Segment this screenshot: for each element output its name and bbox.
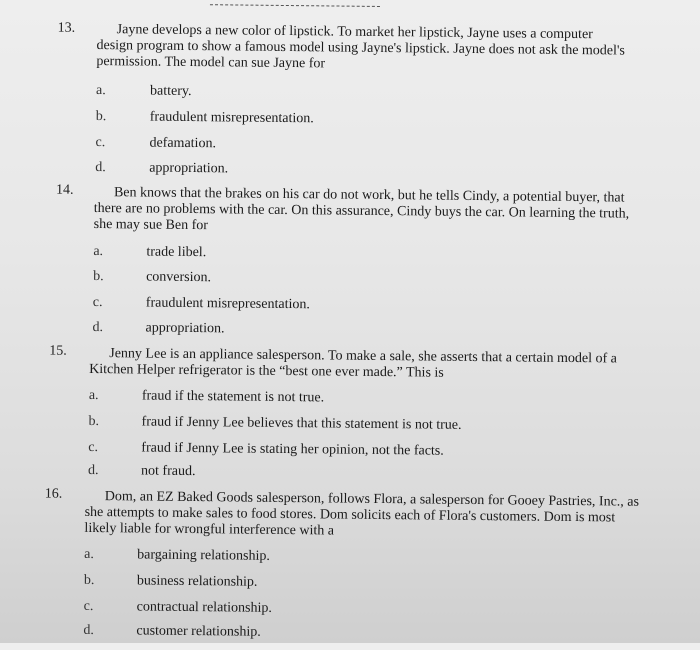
- option-text: customer relationship.: [136, 623, 261, 640]
- option-text: battery.: [149, 83, 192, 100]
- option-letter: c.: [88, 439, 99, 456]
- question-number: 13.: [57, 20, 76, 36]
- option-text: contractual relationship.: [136, 599, 273, 616]
- option-letter: a.: [93, 243, 104, 260]
- option-text: conversion.: [146, 269, 212, 286]
- option-letter: a.: [95, 83, 106, 99]
- option-letter: c.: [92, 294, 103, 311]
- option-letter: b.: [93, 268, 104, 285]
- option-text: not fraud.: [140, 463, 196, 480]
- question-number: 15.: [49, 343, 67, 359]
- option-letter: d.: [95, 160, 106, 176]
- option-text: fraudulent misrepresentation.: [149, 109, 314, 127]
- option-letter: c.: [83, 598, 94, 615]
- option-text: fraudulent misrepresentation.: [145, 295, 310, 313]
- option-letter: b.: [83, 572, 95, 589]
- option-letter: b.: [88, 413, 100, 430]
- option-text: appropriation.: [149, 160, 229, 177]
- question-stem: Dom, an EZ Baked Goods salesperson, follows Flora, a salesperson for Gooey Pastries, Inc., as she attempts to make sales to food stores. Dom solicits each of Flora's customers. Dom is most likely liable for wrongful interference with a: [84, 489, 640, 539]
- option-text: fraud if the statement is not true.: [141, 388, 325, 406]
- option-text: defamation.: [149, 135, 217, 152]
- option-letter: d.: [87, 462, 99, 479]
- question-stem: Jenny Lee is an appliance salesperson. To make a sale, she asserts that a certain model of a Kitchen Helper refrigerator is the “best one ever made.” This is: [89, 346, 617, 381]
- option-letter: a.: [88, 387, 99, 404]
- option-letter: a.: [84, 546, 94, 563]
- option-letter: b.: [95, 109, 107, 125]
- option-text: appropriation.: [145, 320, 225, 337]
- option-letter: c.: [95, 135, 106, 151]
- option-letter: d.: [92, 319, 104, 336]
- question-number: 16.: [44, 486, 63, 502]
- top-rule: [210, 4, 380, 7]
- option-text: fraud if Jenny Lee is stating her opinion, not the facts.: [141, 440, 444, 459]
- option-letter: d.: [83, 622, 94, 639]
- option-text: bargaining relationship.: [137, 547, 270, 564]
- option-text: trade libel.: [146, 244, 207, 261]
- question-stem: Ben knows that the brakes on his car do not work, but he tells Cindy, a potential buyer, that there are no problems with the car. On this assurance, Cindy buys the car. On learning the truth, she may sue Ben for: [93, 185, 630, 234]
- option-text: business relationship.: [136, 573, 258, 590]
- question-number: 14.: [55, 182, 74, 198]
- question-stem: Jayne develops a new color of lipstick. To market her lipstick, Jayne uses a computer design program to show a famous model using Jayne's lipstick. Jayne does not ask the model's permission. The model can sue Jayne for: [96, 22, 626, 72]
- option-text: fraud if Jenny Lee believes that this statement is not true.: [141, 414, 462, 433]
